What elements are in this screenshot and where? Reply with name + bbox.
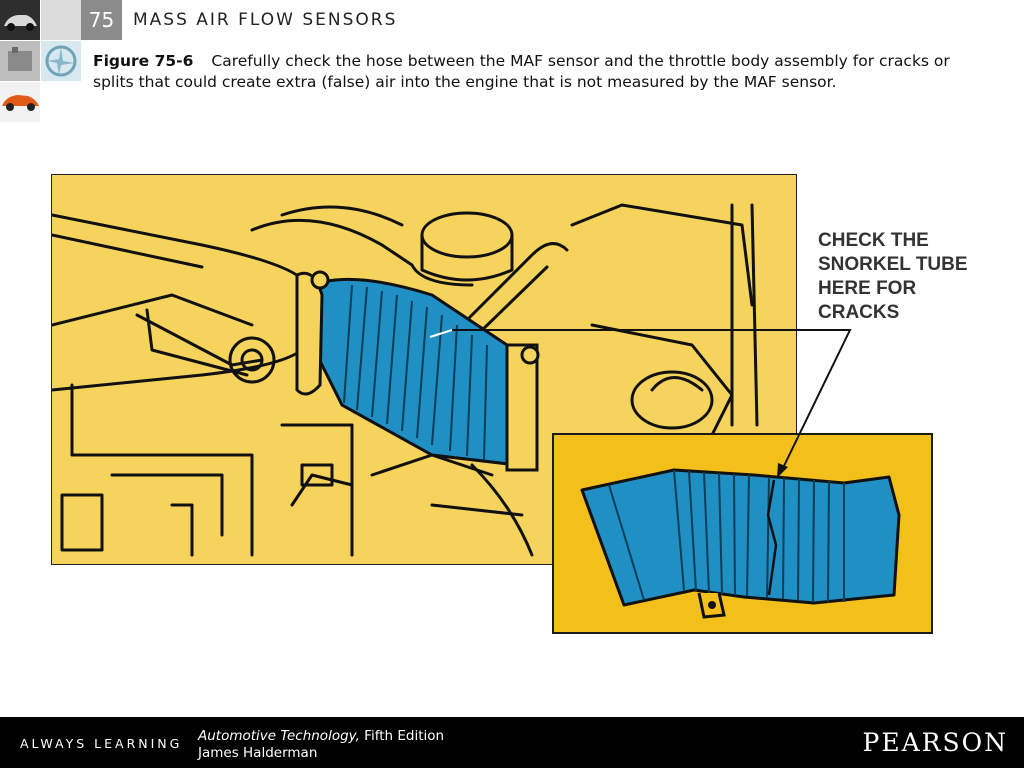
footer-tagline: ALWAYS LEARNING	[20, 736, 183, 751]
figure-label: Figure 75-6	[93, 52, 194, 70]
red-car-icon	[0, 82, 40, 122]
snorkel-tube-closeup	[554, 435, 933, 634]
footer-bar	[0, 717, 1024, 768]
book-edition: Fifth Edition	[359, 728, 445, 744]
header-thumbnails	[0, 0, 40, 123]
publisher-logo: PEARSON	[862, 728, 1008, 757]
engine-thumbnail-image	[0, 41, 40, 81]
chapter-title: MASS AIR FLOW SENSORS	[133, 10, 398, 30]
turbine-thumbnail-image	[41, 41, 81, 81]
engine-icon	[0, 41, 40, 81]
chapter-number: 75	[81, 0, 122, 40]
book-title: Automotive Technology,	[198, 728, 360, 744]
figure-caption	[93, 51, 973, 93]
car-thumbnail-image	[0, 0, 40, 40]
red-car-thumbnail-image	[0, 82, 40, 122]
silver-car-icon	[0, 0, 40, 40]
header-spacer	[41, 0, 81, 40]
inset-detail-illustration	[552, 433, 933, 634]
book-info	[198, 728, 444, 762]
caption-text: Carefully check the hose between the MAF sensor and the throttle body assembly for cracks or splits that could create extra (false) air into the engine that is not measured by the MAF sensor.	[93, 52, 950, 91]
turbine-icon	[41, 41, 81, 81]
book-author: James Halderman	[198, 745, 318, 761]
callout-label: CHECK THE SNORKEL TUBE HERE FOR CRACKS	[818, 230, 968, 323]
